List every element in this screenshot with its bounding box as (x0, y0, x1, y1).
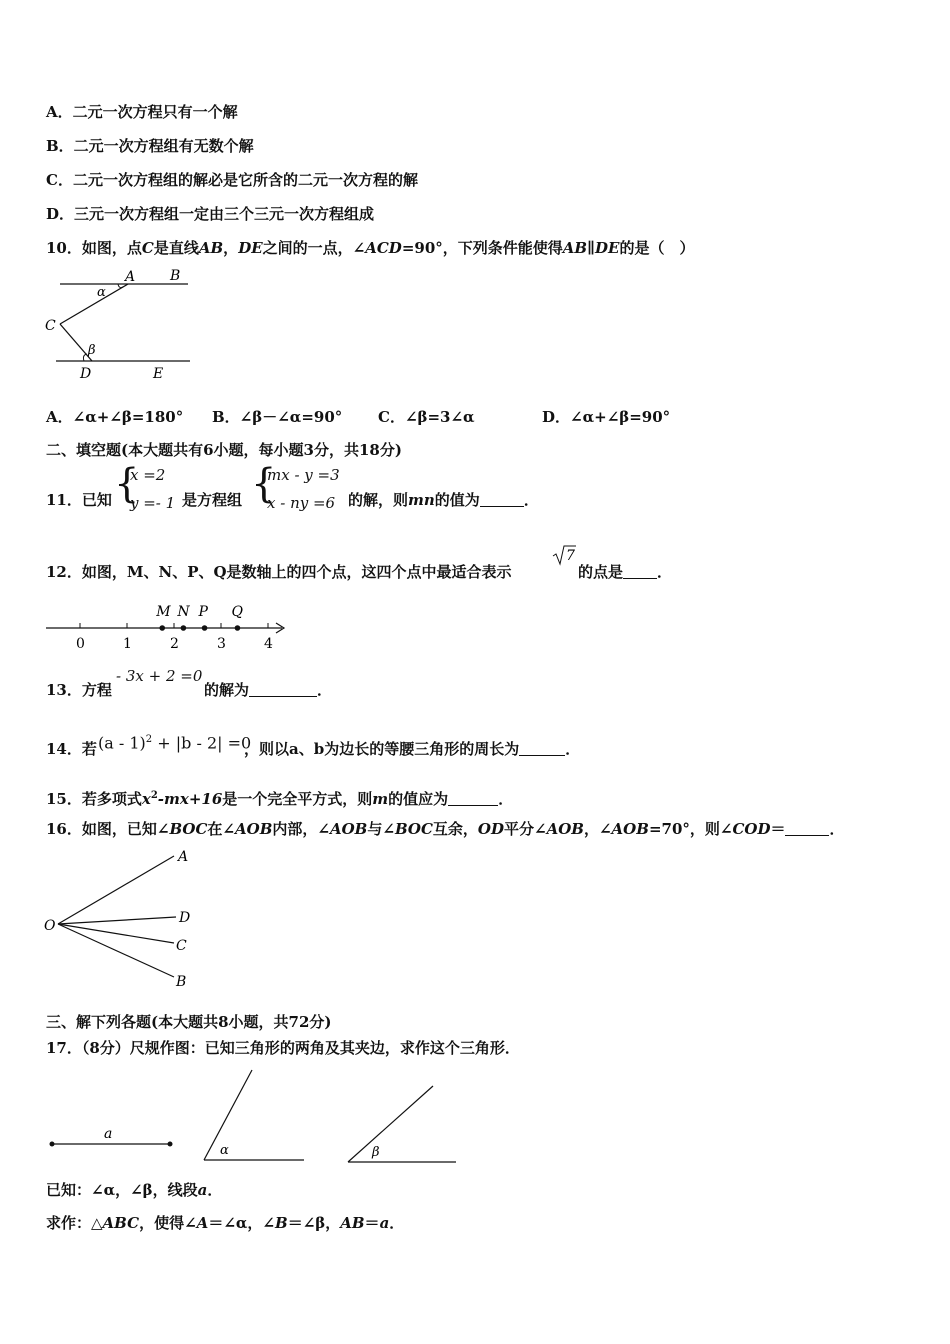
fig-label-d: D (179, 910, 191, 926)
q16-t9: ＝ (770, 820, 786, 838)
q12-sqrt-num: 7 (566, 548, 575, 564)
q14-suffix-wrap (244, 739, 580, 759)
q14-prefix: 14．若 (46, 740, 97, 758)
q15-m: m (372, 790, 389, 808)
q16-aob-2: AOB (329, 820, 368, 838)
q10-option-c: C．∠β=3∠α (378, 408, 475, 426)
q15-mid: 是一个完全平方式，则 (222, 790, 373, 808)
fig-label-a: A (178, 849, 189, 865)
q16-t8: =70°，则∠ (648, 820, 733, 838)
ray-oc (58, 924, 174, 943)
q17-given (46, 1180, 222, 1200)
q17-stem: 17．（8分）尺规作图：已知三角形的两角及其夹边，求作这个三角形． (46, 1039, 520, 1057)
fig-label-c: C (45, 318, 56, 334)
q12-tail (578, 562, 672, 582)
q14-end: ． (565, 740, 581, 758)
q16-aob-3: AOB (546, 820, 584, 838)
q13-equation: - 3x + 2 =0 (116, 667, 203, 685)
q15-stem (46, 786, 513, 809)
q16-boc-2: BOC (394, 820, 433, 838)
q14-square: 2 (145, 734, 153, 745)
q16-t2: 在∠ (207, 820, 235, 838)
q12-answer-blank[interactable] (623, 564, 657, 579)
q17-task-a: a (379, 1214, 390, 1232)
q16-t1: 16．如图，已知∠ (46, 820, 170, 838)
axis-tick-label-2: 2 (170, 636, 179, 652)
q9-option-a: A．二元一次方程只有一个解 (46, 103, 238, 121)
q17-given-prefix: 已知：∠α，∠β，线段 (46, 1181, 198, 1199)
q16-cod: COD (732, 820, 771, 838)
axis-point-label-n: N (177, 604, 190, 620)
q17-task-abc: ABC (102, 1214, 140, 1232)
q14-eq-a: (a - 1) (98, 733, 146, 753)
q12-tail-text: 的点是 (578, 563, 624, 581)
fig-label-beta: β (88, 343, 96, 358)
ray-oa (58, 856, 174, 924)
q17-task-mid1: ，使得∠ (139, 1214, 197, 1232)
fig-label-b: B (176, 974, 187, 990)
q11-brace-2: { (251, 461, 277, 507)
segment-a-label: a (104, 1126, 113, 1142)
q11-eq1: mx - y =3 (267, 466, 340, 484)
q9-option-b: B．二元一次方程组有无数个解 (46, 137, 254, 155)
q16-t5: 互余， (432, 820, 478, 838)
q17-figures (40, 1064, 470, 1174)
q15-x: x (141, 790, 151, 808)
q11-sol-y: y =- 1 (130, 494, 176, 512)
q17-task-A: A (196, 1214, 209, 1232)
q17-given-end: ． (207, 1181, 223, 1199)
q17-task-mid3: ＝∠β， (287, 1214, 341, 1232)
q13-end: ． (317, 681, 333, 699)
q17-task-prefix: 求作：△ (46, 1214, 103, 1232)
q10-prefix: 10．如图，点 (46, 239, 142, 257)
axis-tick-label-0: 0 (76, 636, 85, 652)
q16-t3: 内部，∠ (272, 820, 330, 838)
q17-task-end: ． (389, 1214, 405, 1232)
fig-label-b: B (170, 268, 181, 284)
q12-end: ． (657, 563, 673, 581)
q16-t7: ，∠ (583, 820, 612, 838)
q16-aob-4: AOB (611, 820, 649, 838)
axis-tick-label-1: 1 (123, 636, 132, 652)
q17-task-mid4: ＝ (364, 1214, 380, 1232)
q15-suffix: 的值应为 (388, 790, 449, 808)
q17-given-a: a (197, 1181, 208, 1199)
q17-task-B: B (275, 1214, 288, 1232)
fig-label-c: C (176, 938, 187, 954)
q10-mid1: 是直线 (153, 239, 199, 257)
q10-line-de: DE (238, 239, 263, 257)
q10-option-d: D．∠α+∠β=90° (542, 408, 671, 426)
axis-point-q (235, 625, 241, 631)
q10-end: 的是（ ） (619, 239, 695, 257)
angle-beta-side (348, 1086, 433, 1162)
q10-point-c: C (141, 239, 154, 257)
q15-prefix: 15．若多项式 (46, 790, 142, 808)
axis-point-p (202, 625, 208, 631)
q11-prefix: 11．已知 (46, 491, 112, 509)
axis-point-label-m: M (156, 604, 171, 620)
q16-end: ． (829, 820, 845, 838)
q15-answer-blank[interactable] (448, 791, 498, 806)
q12-sqrt (552, 544, 578, 568)
q13-suffix: 的解为 (204, 681, 250, 699)
axis-point-label-p: P (198, 604, 208, 620)
q11-mn: mn (408, 491, 435, 509)
q10-comma: ， (223, 239, 239, 257)
q15-rest: -mx+16 (157, 790, 223, 808)
q17-task-mid2: ＝∠α，∠ (208, 1214, 275, 1232)
q16-t4: 与∠ (367, 820, 395, 838)
q16-boc: BOC (169, 820, 208, 838)
q11-answer-blank[interactable] (480, 492, 524, 507)
q10-stem (46, 238, 694, 258)
section2-heading: 二、填空题(本大题共有6小题，每小题3分，共18分) (46, 441, 402, 459)
q9-option-d: D．三元一次方程组一定由三个三元一次方程组成 (46, 205, 375, 223)
q10-mid3: =90°，下列条件能使得 (401, 239, 563, 257)
q11-eq2: x - ny =6 (267, 494, 336, 512)
q10-angle-acd: ACD (365, 239, 402, 257)
q16-od: OD (477, 820, 504, 838)
q11-suffix (348, 490, 539, 510)
q14-suffix: ，则以a、b为边长的等腰三角形的周长为 (244, 740, 520, 758)
q12-text: 12．如图，M、N、P、Q是数轴上的四个点，这四个点中最适合表示 (46, 563, 512, 581)
q12-number-line (40, 598, 296, 654)
axis-point-label-q: Q (231, 604, 243, 620)
axis-tick-label-4: 4 (264, 636, 273, 652)
q16-figure (40, 846, 200, 992)
q11-end: ． (523, 491, 539, 509)
q17-task-AB: AB (340, 1214, 365, 1232)
fig-label-o: O (44, 918, 56, 934)
q16-t6: 平分∠ (504, 820, 547, 838)
section3-heading: 三、解下列各题(本大题共8小题，共72分) (46, 1013, 332, 1031)
q16-stem (46, 819, 845, 839)
q16-answer-blank[interactable] (785, 821, 829, 836)
q10-line-ab: AB (198, 239, 224, 257)
q11-brace-1: { (114, 461, 140, 507)
q10-figure (40, 262, 200, 384)
q9-option-c: C．二元一次方程组的解必是它所含的二元一次方程的解 (46, 171, 418, 189)
q14-answer-blank[interactable] (519, 741, 565, 756)
angle-alpha-label: α (220, 1143, 229, 1158)
q15-end: ． (498, 790, 514, 808)
segment-a-start (50, 1142, 55, 1147)
segment-ca (60, 284, 128, 324)
q11-suffix-b: 的值为 (434, 491, 480, 509)
q11-sol-x: x =2 (130, 466, 166, 484)
q16-aob: AOB (235, 820, 273, 838)
axis-tick-label-3: 3 (217, 636, 226, 652)
ray-ob (58, 924, 174, 977)
q11-mid: 是方程组 (182, 491, 243, 509)
q10-option-b: B．∠β－∠α=90° (212, 408, 343, 426)
axis-point-m (159, 625, 165, 631)
q17-task (46, 1213, 404, 1233)
q14-eq-b: + |b - 2| =0 (152, 733, 252, 753)
q13-prefix: 13．方程 (46, 681, 112, 699)
fig-label-d: D (80, 366, 92, 382)
ray-od (58, 917, 176, 924)
q10-option-a: A．∠α+∠β=180° (46, 408, 184, 426)
q10-parallel: AB∥DE (562, 239, 620, 257)
q11-suffix-a: 的解，则 (348, 491, 409, 509)
axis-point-n (181, 625, 187, 631)
fig-label-a: A (125, 269, 136, 285)
fig-label-alpha: α (97, 285, 106, 300)
fig-label-e: E (153, 366, 164, 382)
q12-stem (46, 562, 512, 582)
q14-equation (98, 730, 251, 753)
segment-a-end (168, 1142, 173, 1147)
q10-mid2: 之间的一点，∠ (262, 239, 366, 257)
q13-answer-blank[interactable] (249, 682, 317, 697)
q13-suffix-wrap (204, 680, 332, 700)
angle-beta-label: β (372, 1145, 380, 1160)
q15-power: 2 (150, 790, 158, 801)
